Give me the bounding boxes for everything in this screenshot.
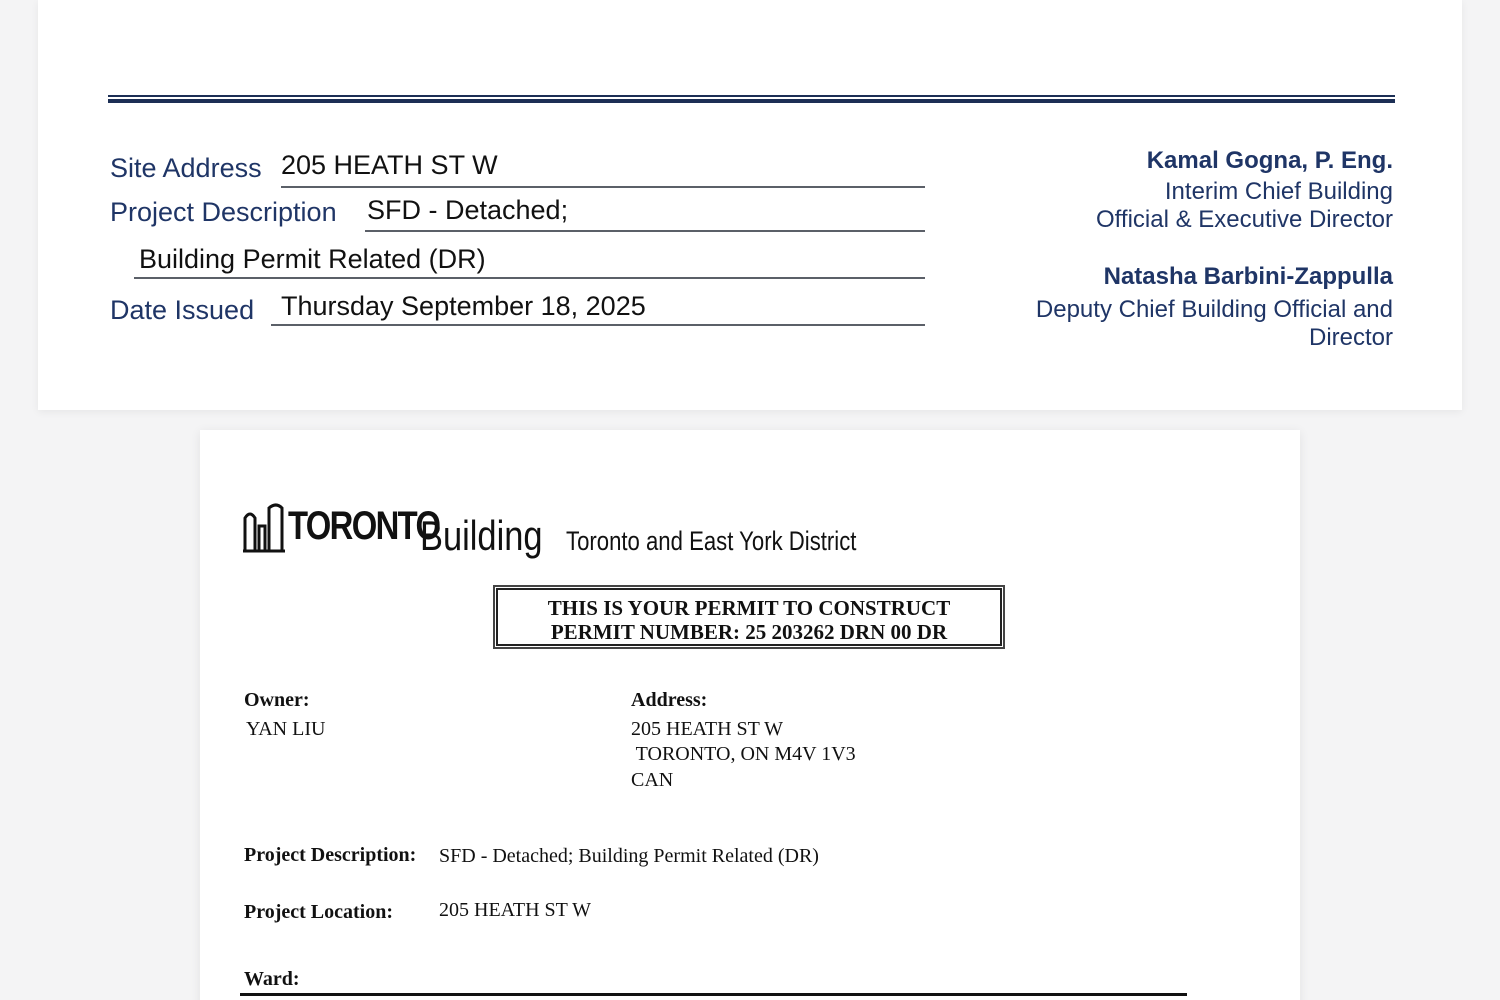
date-issued-underline [271,324,925,326]
project-description-field-label: Project Description: [244,844,417,866]
logo-wordmark-building: Building [420,512,543,559]
site-address-underline [281,186,925,188]
site-address-label: Site Address [110,153,262,183]
permit-document-card [200,430,1300,1000]
project-description-label: Project Description [110,197,337,227]
project-description-underline-2 [134,277,925,279]
date-issued-label: Date Issued [110,295,255,325]
date-issued-value: Thursday September 18, 2025 [281,291,646,321]
header-rule-thick [108,99,1395,103]
owner-label: Owner: [244,689,310,711]
city-hall-logo-icon [242,502,286,554]
owner-value: YAN LIU [246,718,326,740]
address-line-2: TORONTO, ON M4V 1V3 [631,743,856,765]
ward-underline [240,993,1187,996]
permit-summary-card [38,0,1462,410]
project-description-value-line2: Building Permit Related (DR) [139,244,486,274]
official-title-2-line2: Director [1308,324,1393,351]
project-description-underline-1 [365,230,925,232]
ward-label: Ward: [244,968,300,990]
official-name-2: Natasha Barbini-Zappulla [1103,263,1393,290]
address-label: Address: [631,689,708,711]
official-title-1-line2: Official & Executive Director [1096,206,1393,233]
site-address-value: 205 HEATH ST W [281,150,498,180]
district-name: Toronto and East York District [566,526,857,556]
project-description-field-value: SFD - Detached; Building Permit Related (DR) [439,845,819,867]
permit-heading-line1: THIS IS YOUR PERMIT TO CONSTRUCT [547,596,951,620]
project-location-value: 205 HEATH ST W [439,899,592,921]
permit-number: PERMIT NUMBER: 25 203262 DRN 00 DR [550,620,948,644]
official-name-1: Kamal Gogna, P. Eng. [1146,147,1393,174]
logo-wordmark-toronto: TORONTO [288,504,440,548]
address-line-1: 205 HEATH ST W [631,718,784,740]
header-rule-thin [108,95,1395,97]
address-line-3: CAN [631,769,674,791]
permit-heading-box [496,588,1002,646]
official-title-1-line1: Interim Chief Building [1164,178,1393,205]
official-title-2-line1: Deputy Chief Building Official and [1035,296,1393,323]
project-description-value-line1: SFD - Detached; [367,195,569,225]
project-location-label: Project Location: [244,901,394,923]
